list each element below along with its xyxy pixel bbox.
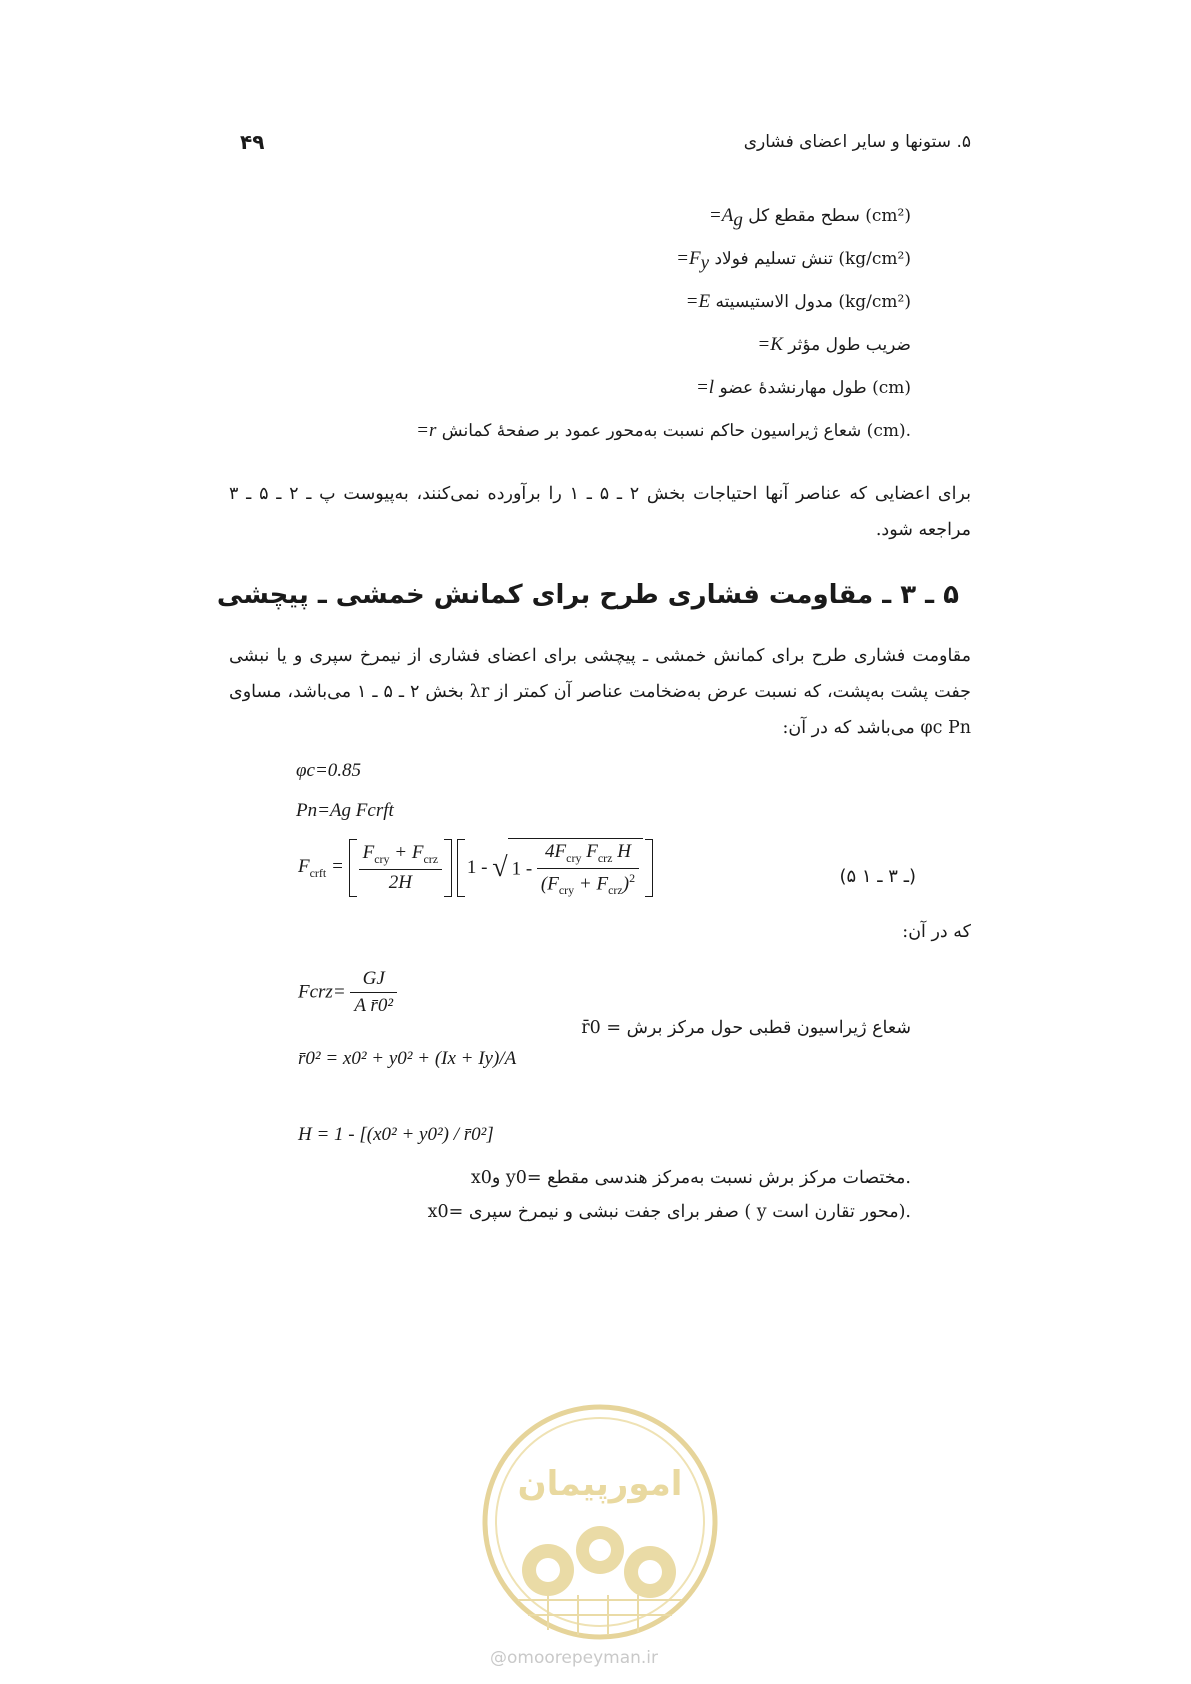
definition-r: =r شعاع ژیراسیون حاکم نسبت به‌محور عمود بر صفحهٔ کمانش (cm). bbox=[416, 420, 911, 441]
where-label: که در آن: bbox=[902, 922, 971, 942]
definition-e: =E مدول الاستیسیته (kg/cm²) bbox=[685, 291, 911, 312]
x0-zero-note: x0= صفر برای جفت نبشی و نیمرخ سپری ( y محور تقارن است). bbox=[427, 1202, 911, 1222]
definition-fy: $=F_y$ تنش تسلیم فولاد (kg/cm²) bbox=[676, 248, 911, 274]
definition-l: =l طول مهارنشدهٔ عضو (cm) bbox=[695, 377, 911, 398]
r0-definition: r̄0 = شعاع ژیراسیون قطبی حول مرکز برش bbox=[581, 1018, 911, 1038]
chapter-title: ۵. ستونها و سایر اعضای فشاری bbox=[743, 132, 971, 152]
equation-number: (۵ ـ ۳ ـ ۱) bbox=[839, 866, 916, 887]
watermark-url: @omoorepeyman.ir bbox=[490, 1648, 659, 1668]
definition-k: =K ضریب طول مؤثر bbox=[757, 334, 911, 355]
definition-ag: $=A_g$ سطح مقطع کل (cm²) bbox=[708, 205, 911, 231]
shear-center-definition: x0و y0= مختصات مرکز برش نسبت به‌مرکز هندسی مقطع. bbox=[470, 1168, 911, 1188]
phi-c-equation: φc=0.85 bbox=[296, 760, 362, 781]
pn-equation: Pn=Ag Fcrft bbox=[296, 800, 394, 821]
r0-formula: r̄0² = x0² + y0² + (Ix + Iy)/A bbox=[298, 1048, 517, 1069]
h-formula: H = 1 - [(x0² + y0²) / r̄0²] bbox=[298, 1124, 494, 1145]
fcrft-equation: $F_{crft}$ = $\frac{F_{cry} + F_{crz}}{2H}$ 1 - √ 1 - $\frac{4F_{cry} F_{crz} H}{(F_{cry} + F_{crz})^2}$ bbox=[298, 838, 653, 898]
section-heading: ۵ ـ ۳ ـ مقاومت فشاری طرح برای کمانش خمشی ـ پیچشی bbox=[216, 580, 959, 610]
fcrz-equation: Fcrz= $\frac{GJ}{\text{A r̄0²}}$ bbox=[298, 968, 397, 1017]
paragraph-design-strength: مقاومت فشاری طرح برای کمانش خمشی ـ پیچشی برای اعضای فشاری از نیمرخ سپری و یا نبشی جفت پشت به‌پشت، که نسبت عرض به‌ضخامت عناصر آن کمتر از λr بخش ۲ ـ ۵ ـ ۱ می‌باشد، مساوی φc Pn می‌باشد که در آن: bbox=[229, 646, 971, 738]
watermark-logo bbox=[478, 1400, 722, 1644]
svg-text:امورپیمان: امورپیمان bbox=[517, 1464, 683, 1504]
paragraph-appendix-reference: برای اعضایی که عناصر آنها احتیاجات بخش ۲ ـ ۵ ـ ۱ را برآورده نمی‌کنند، به‌پیوست پ ـ ۲ ـ ۵ ـ ۳ مراجعه شود. bbox=[229, 484, 971, 540]
page-number: ۴۹ bbox=[240, 130, 265, 154]
